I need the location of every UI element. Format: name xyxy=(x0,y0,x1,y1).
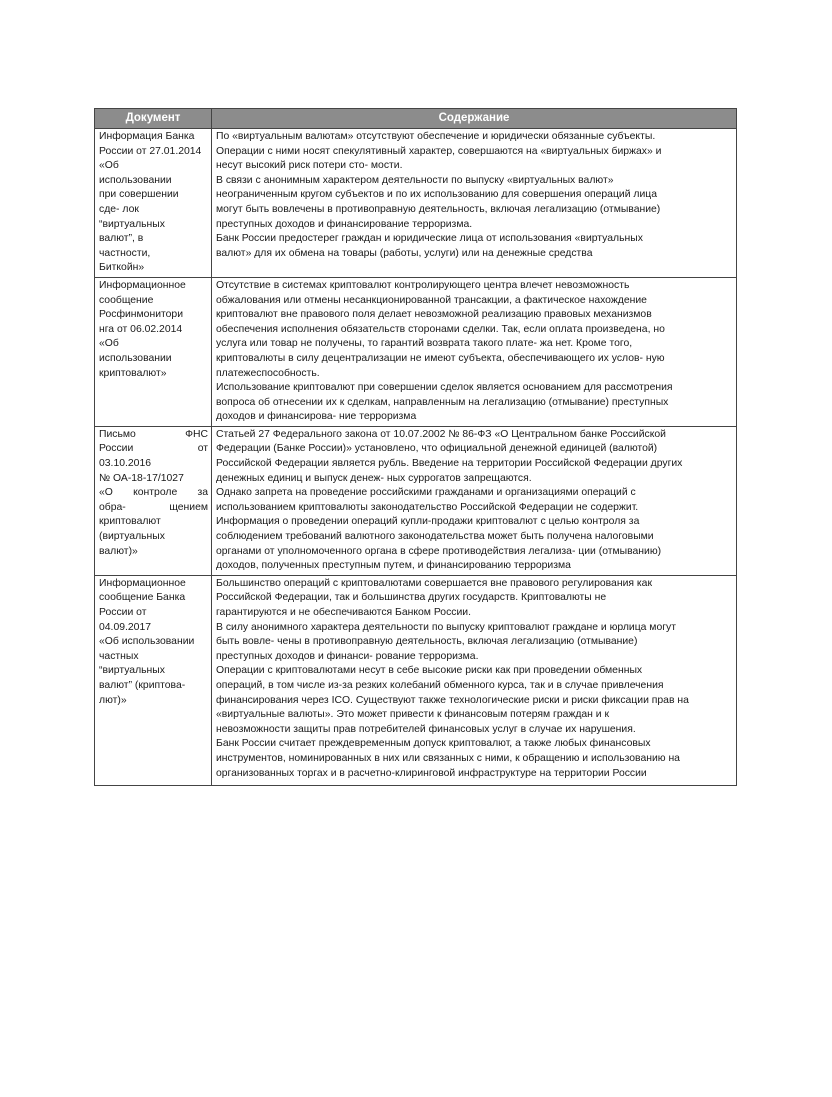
content-line: Однако запрета на проведение российскими гражданами и организациями операций с xyxy=(216,487,636,499)
content-line: неограниченным кругом субъектов и по их использованию для совершения операций лица xyxy=(216,189,658,201)
doc-line: «Об использовании xyxy=(99,636,195,648)
doc-cell xyxy=(95,575,212,785)
content-cell xyxy=(212,277,737,426)
content-line: По «виртуальным валютам» отсутствуют обеспечение и юридически обязанные субъекты. xyxy=(216,131,656,142)
doc-word: от xyxy=(197,443,208,455)
doc-line: частности, xyxy=(99,247,151,259)
content-line: обжалования или отмены несанкционированной трансакции, а фактическое нахождение xyxy=(216,294,647,306)
content-line: использованием криптовалюты законодательство Российской Федерации не содержит. xyxy=(216,501,639,513)
content-line: вопроса об отнесении их к сделкам, направленным на легализацию (отмывание) преступных xyxy=(216,396,669,408)
content-line: валют» для их обмена на товары (работы, услуги) или на денежные средства xyxy=(216,247,593,259)
doc-line: Информационное xyxy=(99,279,186,291)
content-line: соблюдением требований валютного законодательства может быть получена налоговыми xyxy=(216,531,654,543)
content-line: криптовалюты в силу децентрализации не имеют субъекта, обеспечивающего их услов- ную xyxy=(216,352,665,364)
table-header-row xyxy=(95,109,737,129)
doc-word: Письмо xyxy=(99,428,136,440)
content-line: Российской Федерации является рубль. Введение на территории Российской Федерации других xyxy=(216,458,683,470)
doc-line: 04.09.2017 xyxy=(99,621,152,633)
content-line: В связи с анонимным характером деятельности по выпуску «виртуальных валют» xyxy=(216,174,614,186)
content-line: организованных торгах и в расчетно-клиринговой инфраструктуре на территории России xyxy=(216,767,647,779)
doc-line: частных xyxy=(99,650,139,662)
content-line: Российской Федерации, так и большинства других государств. Криптовалюты не xyxy=(216,592,607,604)
doc-line xyxy=(99,442,208,457)
content-line: Статьей 27 Федерального закона от 10.07.2002 № 86-ФЗ «О Центральном банке Российской xyxy=(216,428,666,440)
doc-cell xyxy=(95,129,212,278)
content-line: В силу анонимного характера деятельности по выпуску криптовалют граждане и юрлица могут xyxy=(216,621,676,633)
doc-line: «Об xyxy=(99,338,119,350)
header-content: Содержание xyxy=(212,109,737,129)
doc-line: сде- лок xyxy=(99,203,139,215)
doc-word: «О xyxy=(99,487,113,499)
content-line: Использование криптовалют при совершении сделок является основанием для рассмотрения xyxy=(216,382,673,394)
doc-line: использовании xyxy=(99,174,172,186)
doc-cell xyxy=(95,426,212,575)
content-line: могут быть вовлечены в противоправную деятельность, включая легализацию (отмывание) xyxy=(216,203,661,215)
content-line: «виртуальные валюты». Это может привести к финансовым потерям граждан и к xyxy=(216,709,610,721)
content-line: доходов, полученных преступным путем, и финансированию терроризма xyxy=(216,560,571,572)
doc-line: России от 27.01.2014 xyxy=(99,145,202,157)
doc-line: криптовалют» xyxy=(99,367,167,379)
doc-line: 03.10.2016 xyxy=(99,458,152,470)
doc-line: Биткойн» xyxy=(99,262,145,274)
doc-word: ФНС xyxy=(185,428,208,440)
content-line: Отсутствие в системах криптовалют контролирующего центра влечет невозможность xyxy=(216,279,630,291)
doc-cell xyxy=(95,277,212,426)
content-line: Большинство операций с криптовалютами совершается вне правового регулирования как xyxy=(216,577,652,589)
doc-word: контроле xyxy=(133,487,178,499)
content-line: денежных единиц и выпуск денеж- ных суррогатов запрещаются. xyxy=(216,472,532,484)
content-line: услуга или товар не получены, то гарантий возврата такого плате- жа нет. Кроме того, xyxy=(216,338,633,350)
content-line: Федерации (Банке России)» установлено, что официальной денежной единицей (валютой) xyxy=(216,443,658,455)
content-line: Операции с криптовалютами несут в себе высокие риски как при проведении обменных xyxy=(216,665,643,677)
table-row xyxy=(95,129,737,278)
doc-word: щением xyxy=(169,501,208,513)
content-line: Информация о проведении операций купли-продажи криптовалют с целью контроля за xyxy=(216,516,640,528)
content-line: гарантируются и не обеспечиваются Банком России. xyxy=(216,607,471,618)
header-document: Документ xyxy=(95,109,212,129)
doc-line: криптовалют xyxy=(99,516,161,528)
doc-line: валют”, в xyxy=(99,233,144,245)
doc-word: обра- xyxy=(99,501,126,513)
doc-word: за xyxy=(197,487,208,499)
doc-line: валют)» xyxy=(99,545,138,557)
doc-line: Информационное xyxy=(99,577,186,589)
table-row xyxy=(95,277,737,426)
content-line: Банк России предостерег граждан и юридические лица от использования «виртуальных xyxy=(216,233,643,245)
doc-line: “виртуальных xyxy=(99,218,165,230)
content-cell xyxy=(212,575,737,785)
doc-line: (виртуальных xyxy=(99,531,165,543)
content-line: платежеспособность. xyxy=(216,367,320,379)
content-line: криптовалют вне правового поля делает невозможной реализацию правовых механизмов xyxy=(216,309,652,321)
content-line: быть вовле- чены в противоправную деятельность, включая легализацию (отмывание) xyxy=(216,636,638,648)
documents-table xyxy=(94,108,737,786)
doc-line xyxy=(99,501,208,516)
doc-line: использовании xyxy=(99,352,172,364)
doc-line: сообщение xyxy=(99,294,154,306)
doc-line: России от xyxy=(99,607,147,618)
table-row xyxy=(95,426,737,575)
content-line: финансирования через ICO. Существуют также технологические риски и риски фиксации прав на xyxy=(216,694,689,706)
doc-line: при совершении xyxy=(99,189,179,201)
content-line: органами от уполномоченного органа в сфере противодействия легализа- ции (отмыванию) xyxy=(216,545,662,557)
content-line: операций, в том числе из-за резких колебаний обменного курса, так и в случае привлечения xyxy=(216,679,664,691)
content-line: преступных доходов и финансирование терроризма. xyxy=(216,218,473,230)
content-line: несут высокий риск потери сто- мости. xyxy=(216,160,403,172)
doc-line: валют” (криптова- xyxy=(99,679,186,691)
content-cell xyxy=(212,129,737,278)
doc-word: России xyxy=(99,443,134,455)
doc-line: “виртуальных xyxy=(99,665,165,677)
doc-line: Информация Банка xyxy=(99,131,195,142)
doc-line: «Об xyxy=(99,160,119,172)
content-line: инструментов, номинированных в них или связанных с ними, к обращению и использованию на xyxy=(216,752,680,764)
doc-line xyxy=(99,428,208,443)
content-line: Операции с ними носят спекулятивный характер, совершаются на «виртуальных биржах» и xyxy=(216,145,662,157)
doc-line: № ОА-18-17/1027 xyxy=(99,472,184,484)
doc-line: Росфинмонитори xyxy=(99,309,184,321)
content-line: преступных доходов и финанси- рование терроризма. xyxy=(216,650,479,662)
content-line: доходов и финансирова- ние терроризма xyxy=(216,411,417,423)
content-line: невозможности защиты прав потребителей финансовых услуг в случае их нарушения. xyxy=(216,723,636,735)
doc-line: сообщение Банка xyxy=(99,592,186,604)
doc-line xyxy=(99,486,208,501)
doc-line: лют)» xyxy=(99,694,127,706)
table-row xyxy=(95,575,737,785)
content-line: Банк России считает преждевременным допуск криптовалют, а также любых финансовых xyxy=(216,738,651,750)
content-line: обеспечения исполнения обязательств сторонами сделки. Так, если оплата произведена, но xyxy=(216,323,665,335)
doc-line: нга от 06.02.2014 xyxy=(99,323,183,335)
content-cell xyxy=(212,426,737,575)
